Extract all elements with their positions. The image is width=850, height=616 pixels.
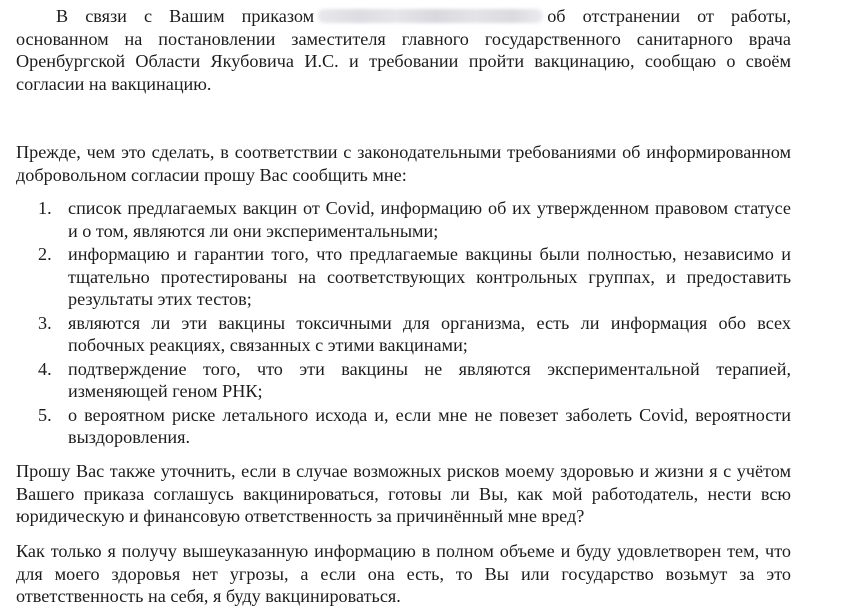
responsibility-question-paragraph: Прошу Вас также уточнить, если в случае возможных рисков моему здоровью и жизни я с учётом Вашего приказа соглашусь вакцинироваться, готовы ли Вы, как мой работодатель, нести всю юридическую и финансовую ответственность за причинённый мне вред? [16,461,791,526]
redacted-order-number [318,9,543,23]
list-item [16,358,791,403]
list-item-text: являются ли эти вакцины токсичными для организма, есть ли информация обо всех побочных реакциях, связанных с этими вакцинами; [68,312,791,355]
requests-list [16,197,791,450]
list-item-number: 5. [38,404,52,425]
list-item [16,312,791,357]
list-item [16,404,791,449]
list-item-number: 4. [38,358,52,379]
list-item-number: 1. [38,198,52,218]
list-item-number: 3. [38,312,52,333]
request-intro-paragraph: Прежде, чем это сделать, в соответствии с законодательными требованиями об информированном добровольном согласии прошу Вас сообщить мне: [16,142,791,185]
list-item-text: список предлагаемых вакцин от Covid, информацию об их утвержденном правовом статусе и о том, являются ли они экспериментальными; [68,198,791,241]
list-item-text: о вероятном риске летального исхода и, если мне не повезет заболеть Covid, вероятности выздоровления. [68,404,791,447]
closing-paragraph: Как только я получу вышеуказанную информацию в полном объеме и буду удовлетворен тем, что для моего здоровья нет угрозы, а если она есть, то Вы или государство возьмут за это ответственность на себя, я буду вакцинироваться. [16,541,791,606]
opening-paragraph [16,5,791,95]
opening-after-order: об отстранении от работы, основанном на постановлении заместителя главного государственного санитарного врача Оренбургской Области Якубовича И.С. и требовании пройти вакцинацию, сообщаю о своём согласии на вакцинацию. [16,6,792,94]
opening-before-order: В связи с Вашим приказом [56,6,315,26]
list-item-text: информацию и гарантии того, что предлагаемые вакцины были полностью, независимо и тщательно протестированы на соответствующих контрольных группах, и предоставить результаты этих тестов; [68,244,791,309]
list-item-number: 2. [38,244,52,264]
list-item [16,197,791,242]
list-item [16,243,791,311]
list-item-text: подтверждение того, что эти вакцины не являются экспериментальной терапией, изменяющей геном РНК; [68,358,791,401]
